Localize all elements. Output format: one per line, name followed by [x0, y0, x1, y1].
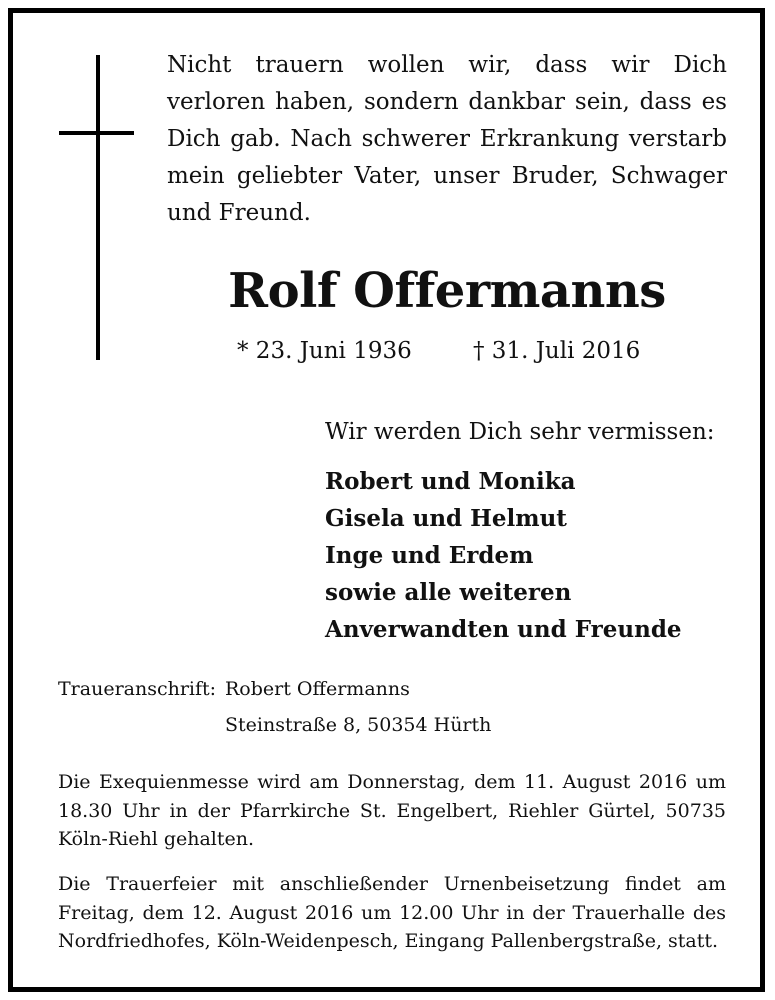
- memorial-verse: Nicht trauern wollen wir, dass wir Dich verloren haben, sondern dankbar sein, dass es Dich gab. Nach schwerer Erkrankung verstarb mein geliebter Vater, unser Bruder, Schwager und Freund.: [167, 52, 727, 226]
- address-name: Robert Offermanns: [225, 678, 410, 700]
- deceased-name: Rolf Offermanns: [228, 263, 666, 319]
- mourner-line: Anverwandten und Freunde: [325, 616, 682, 643]
- burial-info: Die Trauerfeier mit anschließender Urnenbeisetzung findet am Freitag, dem 12. August 2016 um 12.00 Uhr in der Trauerhalle des Nordfriedhofes, Köln-Weidenpesch, Eingang Pallenbergstraße, statt.: [58, 873, 726, 952]
- address-street: Steinstraße 8, 50354 Hürth: [225, 714, 492, 736]
- obituary-notice: [8, 8, 765, 992]
- cross-horizontal-bar: [59, 131, 134, 135]
- mourner-line: Robert und Monika: [325, 468, 576, 495]
- mourner-line: Inge und Erdem: [325, 542, 534, 569]
- mourners-list: [325, 463, 682, 648]
- death-date: † 31. Juli 2016: [473, 338, 641, 364]
- birth-date: * 23. Juni 1936: [237, 338, 412, 364]
- cross-vertical-bar: [96, 55, 100, 360]
- mourners-intro: Wir werden Dich sehr vermissen:: [325, 419, 715, 445]
- mourner-line: Gisela und Helmut: [325, 505, 567, 532]
- mass-info: Die Exequienmesse wird am Donnerstag, dem 11. August 2016 um 18.30 Uhr in der Pfarrkirche St. Engelbert, Riehler Gürtel, 50735 Köln-Riehl gehalten.: [58, 771, 726, 850]
- mourner-line: sowie alle weiteren: [325, 579, 572, 606]
- address-label: Traueranschrift:: [58, 678, 217, 700]
